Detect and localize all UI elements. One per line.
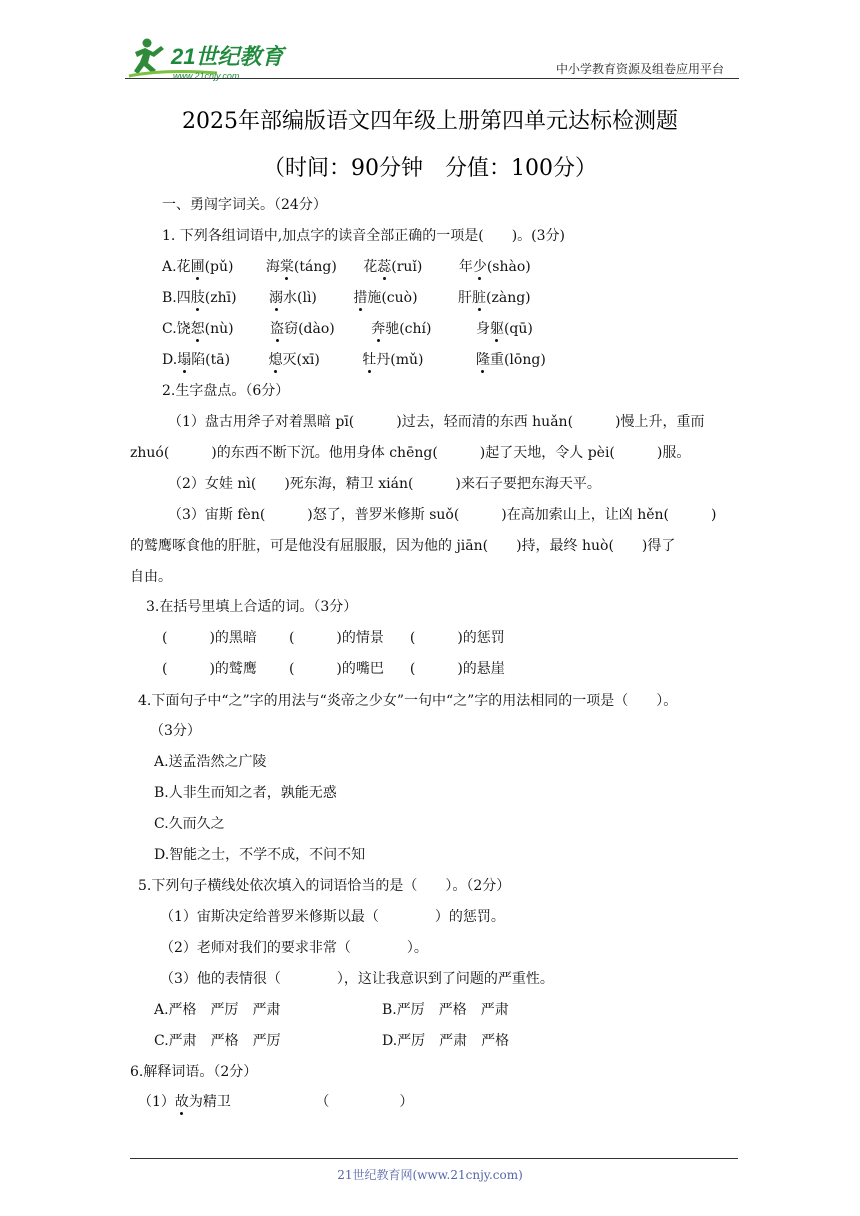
- question-4-stem: 4.下面句子中“之”字的用法与“炎帝之少女”一句中“之”字的用法相同的一项是（ ）。: [138, 693, 678, 709]
- q2-part1-line2: zhuó( )的东西不断下沉。他用身体 chēng( )起了天地，令人 pèi( )服。: [130, 445, 691, 461]
- question-5-stem: 5.下列句子横线处依次填入的词语恰当的是（ ）。（2分）: [138, 878, 511, 894]
- q3-row-1: ( )的黑暗 ( )的情景 ( )的惩罚: [162, 630, 505, 646]
- q5-sentence-3: （3）他的表情很（ ），这让我意识到了问题的严重性。: [160, 971, 554, 987]
- question-1-stem: 1. 下列各组词语中,加点字的读音全部正确的一项是( )。(3分): [162, 228, 566, 244]
- logo-url: www.21cnjy.com: [173, 71, 240, 81]
- q2-part2: （2）女娃 nì( )死东海，精卫 xián( )来石子要把东海天平。: [168, 476, 601, 492]
- q5-option-d: D.严厉 严肃 严格: [382, 1033, 510, 1049]
- header-divider: [125, 78, 739, 79]
- q2-part3-line3: 自由。: [130, 569, 172, 585]
- q2-part3-line2: 的鹫鹰啄食他的肝脏，可是他没有屈服服，因为他的 jiān( )持，最终 huò( )得了: [130, 538, 676, 554]
- logo-text: 21世纪教育: [171, 44, 284, 69]
- question-3-stem: 3.在括号里填上合适的词。（3分）: [146, 599, 358, 615]
- document-title: 2025年部编版语文四年级上册第四单元达标检测题: [182, 109, 678, 134]
- q5-option-b: B.严厉 严格 严肃: [382, 1002, 509, 1018]
- section-heading: 一、勇闯字词关。（24分）: [162, 197, 327, 213]
- q3-row-2: ( )的鹫鹰 ( )的嘴巴 ( )的悬崖: [162, 661, 505, 677]
- q6-item-1: （1）故为精卫 （ ）: [138, 1094, 414, 1110]
- q4-option-c: C.久而久之: [154, 816, 225, 832]
- q1-option-c: C.饶恕(nù) 盗窃(dào) 奔驰(chí) 身躯(qū): [162, 321, 533, 337]
- question-2-stem: 2.生字盘点。（6分）: [162, 383, 290, 399]
- q5-sentence-1: （1）宙斯决定给普罗米修斯以最（ ）的惩罚。: [160, 909, 505, 925]
- site-logo: [125, 36, 295, 82]
- site-name: 中小学教育资源及组卷应用平台: [555, 62, 724, 76]
- q1-option-a: A.花圃(pǔ) 海棠(táng) 花蕊(ruǐ) 年少(shào): [162, 259, 531, 275]
- q1-option-d: D.塌陷(tā) 熄灭(xī) 牡丹(mǔ) 隆重(lōng): [162, 352, 546, 368]
- q1-option-b: B.四肢(zhī) 溺水(lì) 措施(cuò) 肝脏(zàng): [162, 290, 531, 306]
- q4-option-b: B.人非生而知之者，孰能无惑: [154, 785, 337, 801]
- q2-part1-line1: （1）盘古用斧子对着黑暗 pī( )过去，轻而清的东西 huǎn( )慢上升，重而: [168, 414, 705, 430]
- q4-option-d: D.智能之士，不学不成，不问不知: [154, 847, 366, 863]
- q5-option-a: A.严格 严厉 严肃: [154, 1002, 281, 1018]
- q5-option-c: C.严肃 严格 严厉: [154, 1033, 281, 1049]
- q4-option-a: A.送孟浩然之广陵: [154, 754, 267, 770]
- q5-sentence-2: （2）老师对我们的要求非常（ ）。: [160, 940, 428, 956]
- footer-divider: [130, 1158, 738, 1159]
- runner-logo-icon: [125, 36, 295, 82]
- document-subtitle: （时间：90分钟 分值：100分）: [263, 156, 597, 181]
- q2-part3-line1: （3）宙斯 fèn( )怒了，普罗米修斯 suǒ( )在高加索山上，让凶 hěn( ): [168, 507, 717, 523]
- footer-text: 21世纪教育网(www.21cnjy.com): [337, 1168, 523, 1182]
- question-6-stem: 6.解释词语。（2分）: [130, 1064, 258, 1080]
- question-4-score: （3分）: [150, 723, 201, 739]
